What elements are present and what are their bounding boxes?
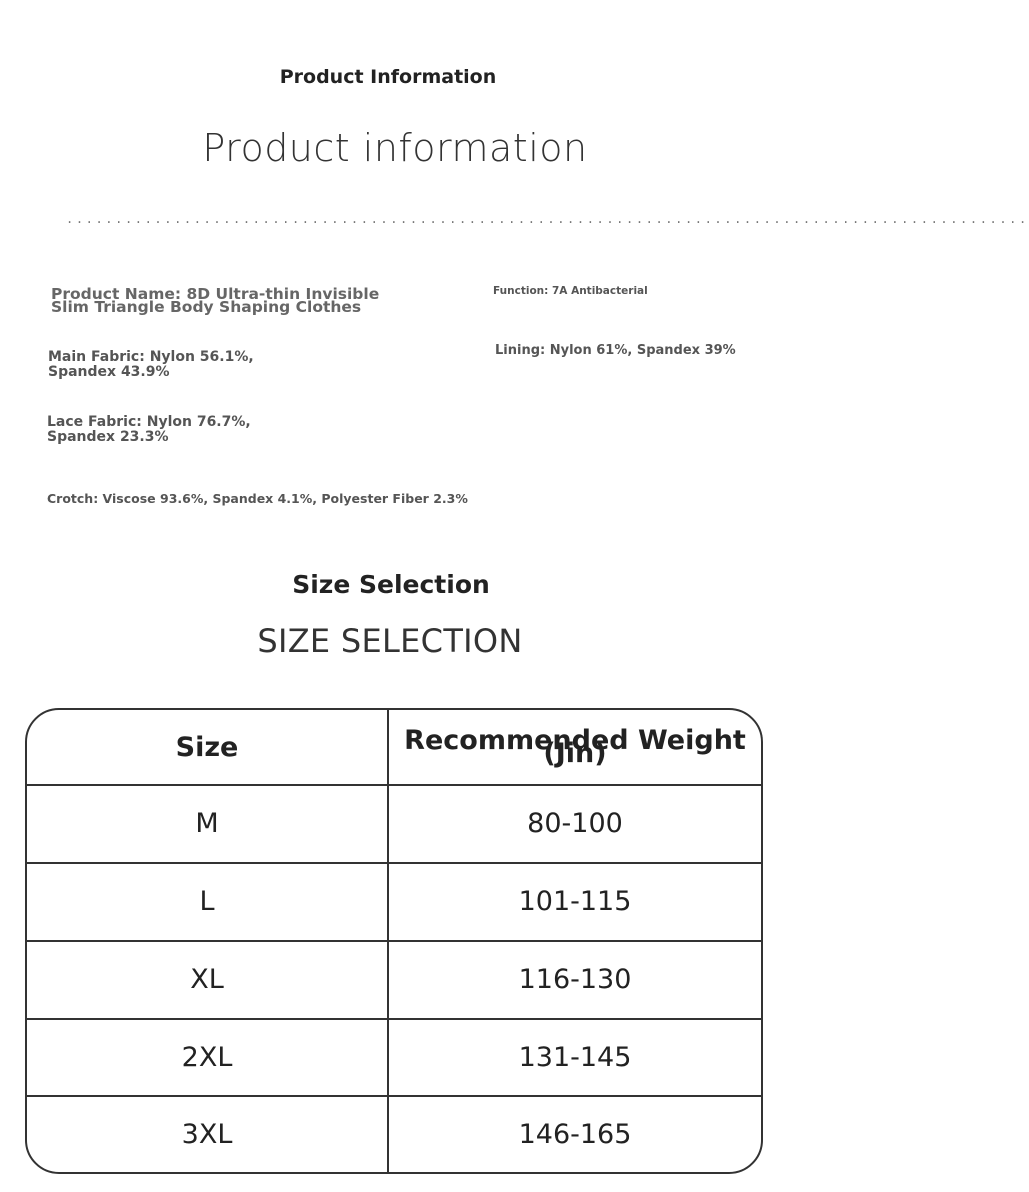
size-row bbox=[27, 1019, 761, 1097]
spec-lace-fabric: Lace Fabric: Nylon 76.7%, Spandex 23.3% bbox=[47, 414, 251, 445]
dotted-divider: .................................................................................................. bbox=[66, 212, 1029, 226]
spec-crotch: Crotch: Viscose 93.6%, Spandex 4.1%, Polyester Fiber 2.3% bbox=[47, 491, 468, 506]
size-selection-title: Size Selection bbox=[292, 570, 490, 599]
weight-cell: 146-165 bbox=[518, 1119, 632, 1151]
size-row bbox=[27, 941, 761, 1019]
spec-function: Function: 7A Antibacterial bbox=[493, 285, 648, 297]
size-chart-header-row bbox=[27, 710, 761, 785]
size-row bbox=[27, 785, 761, 863]
header-recommended-weight: Recommended Weight (Jin) bbox=[388, 710, 761, 785]
weight-cell: 101-115 bbox=[388, 863, 761, 941]
size-row bbox=[27, 1096, 761, 1172]
size-cell: 3XL bbox=[27, 1096, 388, 1172]
size-cell: 2XL bbox=[27, 1019, 388, 1097]
product-info-title: Product Information bbox=[279, 66, 497, 88]
size-cell: XL bbox=[27, 941, 388, 1019]
weight-cell: 131-145 bbox=[388, 1019, 761, 1097]
size-cell: L bbox=[27, 863, 388, 941]
spec-main-fabric: Main Fabric: Nylon 56.1%, Spandex 43.9% bbox=[48, 349, 254, 380]
spec-lining: Lining: Nylon 61%, Spandex 39% bbox=[495, 343, 736, 358]
size-selection-subtitle: SIZE SELECTION bbox=[257, 622, 523, 660]
weight-cell: 80-100 bbox=[388, 785, 761, 863]
size-row bbox=[27, 863, 761, 941]
header-size: Size bbox=[27, 710, 388, 785]
product-info-subtitle: Product information bbox=[202, 126, 588, 170]
spec-product-name: Product Name: 8D Ultra-thin Invisible Slim Triangle Body Shaping Clothes bbox=[51, 285, 380, 316]
size-chart-table bbox=[25, 708, 763, 1174]
size-cell: M bbox=[27, 785, 388, 863]
weight-cell: 116-130 bbox=[388, 941, 761, 1019]
